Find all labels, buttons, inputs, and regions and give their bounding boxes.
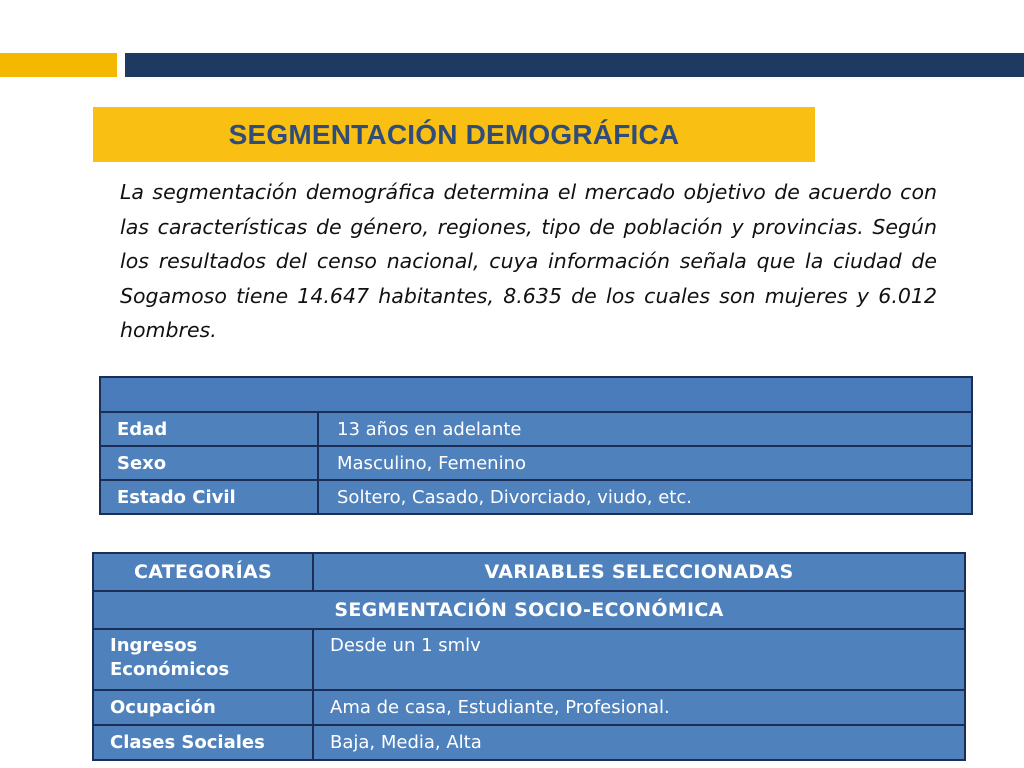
row-label: Ocupación bbox=[93, 690, 313, 725]
row-value: Desde un 1 smlv bbox=[313, 629, 965, 690]
table-row bbox=[100, 412, 972, 446]
row-label: Estado Civil bbox=[100, 480, 318, 514]
table-row bbox=[93, 629, 965, 690]
section-header-row bbox=[93, 591, 965, 629]
row-label: Clases Sociales bbox=[93, 725, 313, 760]
column-header-variables: VARIABLES SELECCIONADAS bbox=[313, 553, 965, 591]
row-label: Ingresos Económicos bbox=[93, 629, 313, 690]
demographic-table bbox=[99, 376, 973, 515]
row-value: 13 años en adelante bbox=[318, 412, 972, 446]
column-header-categories: CATEGORÍAS bbox=[93, 553, 313, 591]
intro-paragraph: La segmentación demográfica determina el mercado objetivo de acuerdo con las características de género, regiones, tipo de población y provincias. Según los resultados del censo nacional, cuya información señala que la ciudad de Sogamoso tiene 14.647 habitantes, 8.635 de los cuales son mujeres y 6.012 hombres. bbox=[120, 180, 937, 342]
table-header-row bbox=[93, 553, 965, 591]
row-value: Soltero, Casado, Divorciado, viudo, etc. bbox=[318, 480, 972, 514]
row-label: Sexo bbox=[100, 446, 318, 480]
socioeconomic-table bbox=[92, 552, 966, 761]
row-label: Edad bbox=[100, 412, 318, 446]
top-orange-bar bbox=[0, 53, 117, 77]
table-row bbox=[100, 446, 972, 480]
row-value: Ama de casa, Estudiante, Profesional. bbox=[313, 690, 965, 725]
top-navy-bar bbox=[125, 53, 1024, 77]
table-row bbox=[93, 690, 965, 725]
section-header: SEGMENTACIÓN SOCIO-ECONÓMICA bbox=[93, 591, 965, 629]
title-banner bbox=[93, 107, 815, 162]
demographic-table-header bbox=[100, 377, 972, 412]
demographic-table-header-row bbox=[100, 377, 972, 412]
table-row bbox=[100, 480, 972, 514]
row-value: Baja, Media, Alta bbox=[313, 725, 965, 760]
page-title: SEGMENTACIÓN DEMOGRÁFICA bbox=[228, 118, 680, 150]
table-row bbox=[93, 725, 965, 760]
row-value: Masculino, Femenino bbox=[318, 446, 972, 480]
